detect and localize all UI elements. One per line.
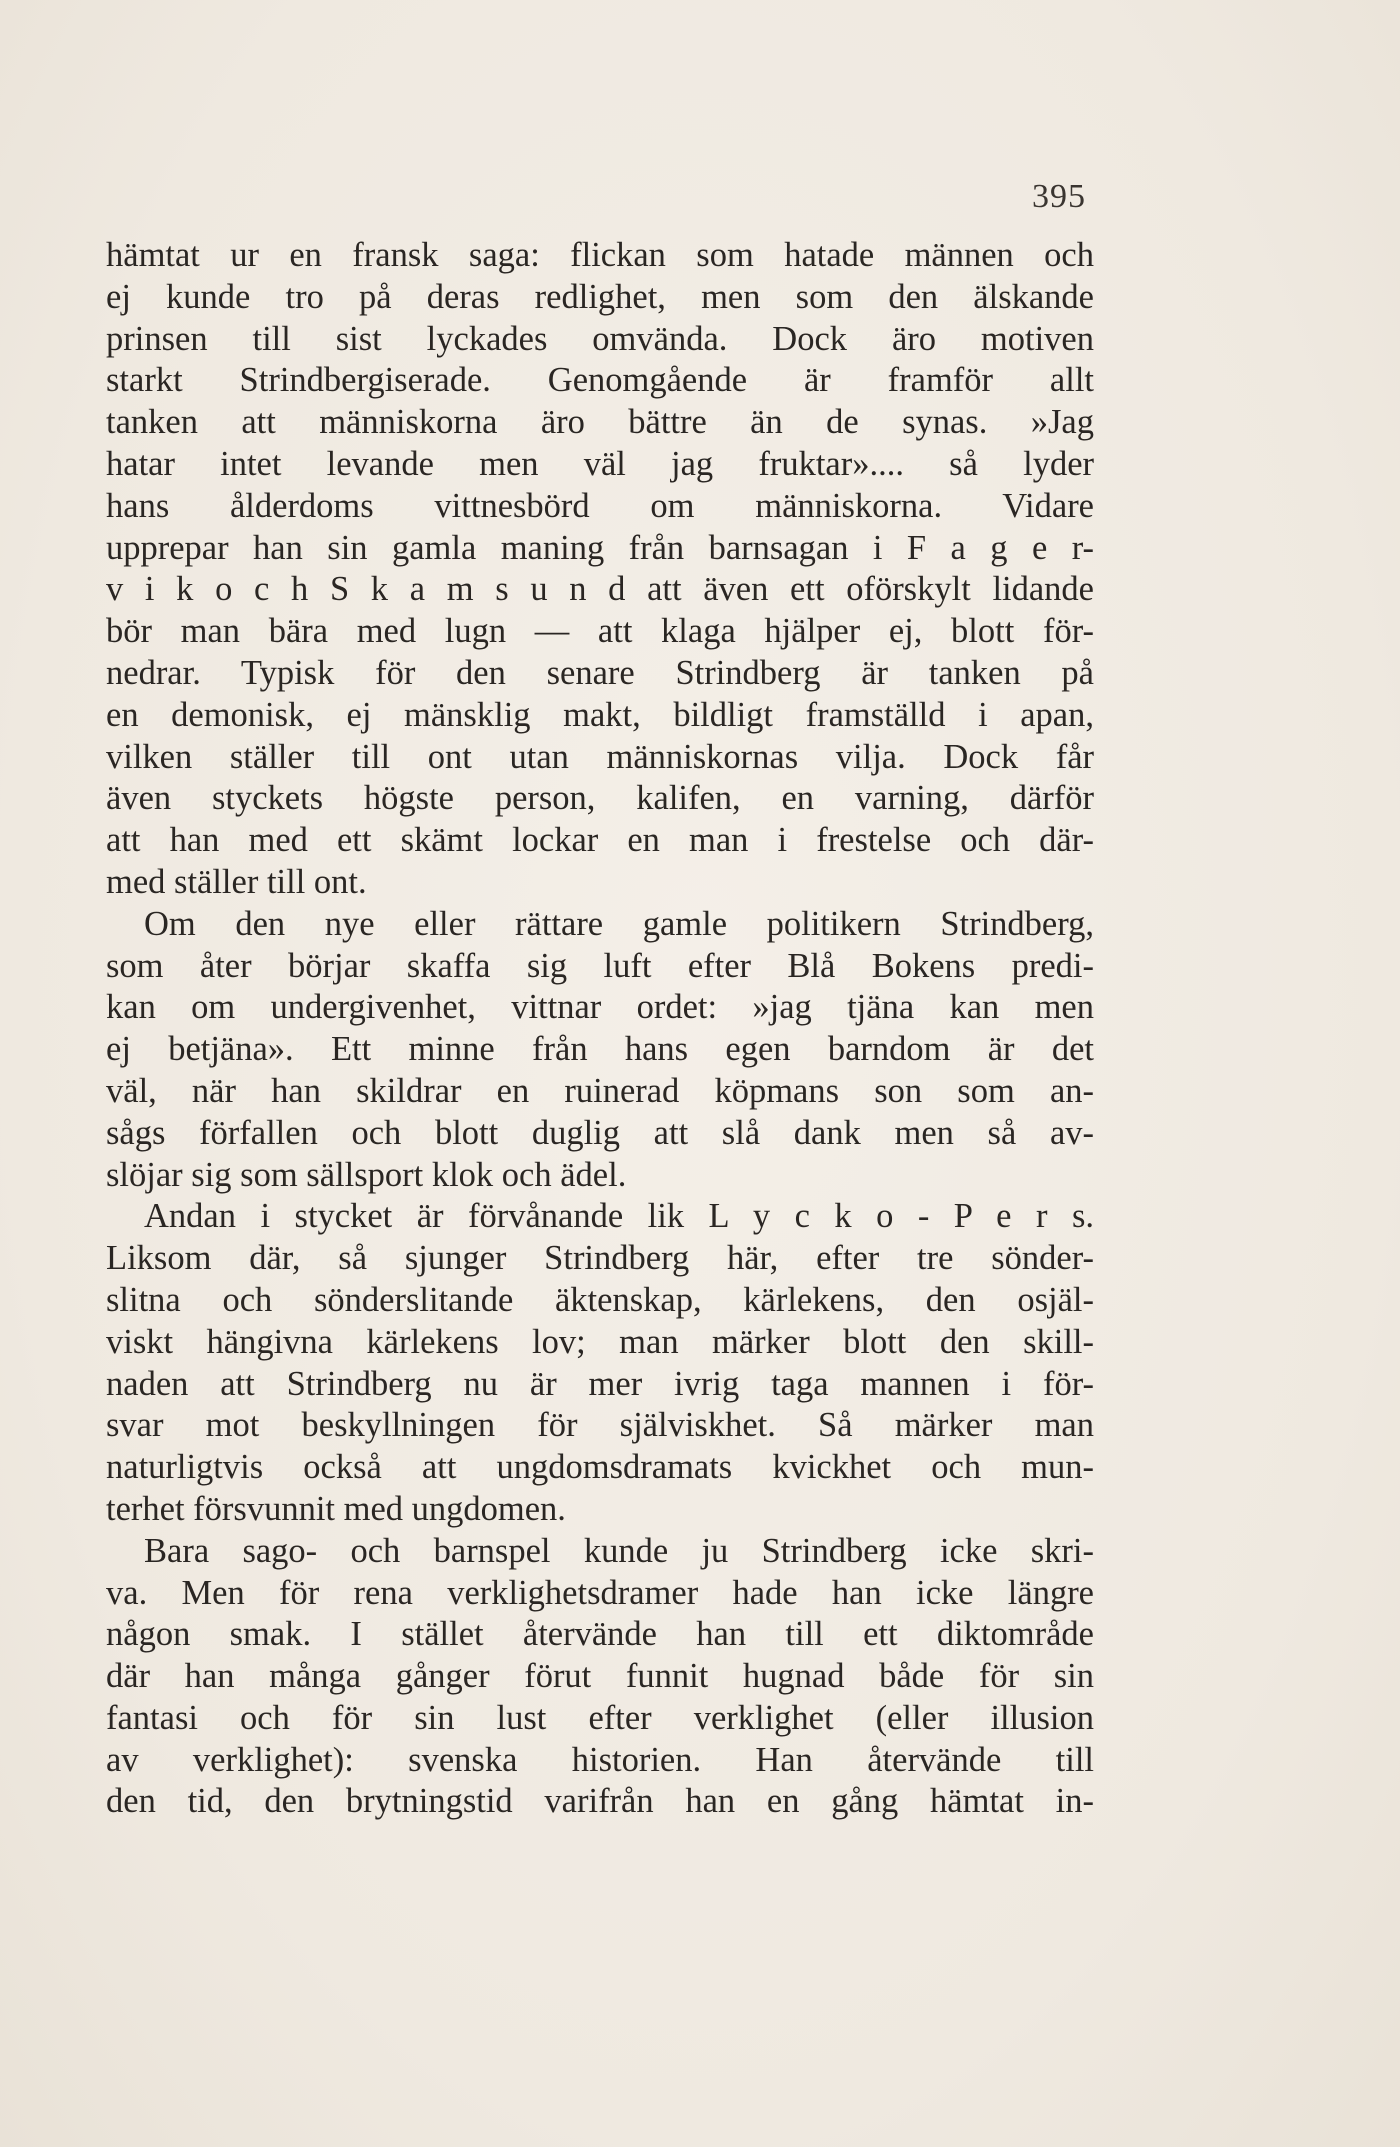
- text-line: terhet försvunnit med ungdomen.: [106, 1489, 566, 1528]
- text-line: hatar intet levande men väl jag fruktar».... så lyder: [106, 444, 1094, 483]
- text-line: tanken att människorna äro bättre än de synas. »Jag: [106, 403, 1094, 442]
- text-line: slitna och sönderslitande äktenskap, kärlekens, den osjäl-: [106, 1280, 1094, 1319]
- text-line: naturligtvis också att ungdomsdramats kvickhet och mun-: [106, 1448, 1094, 1487]
- text-line: ej kunde tro på deras redlighet, men som den älskande: [106, 277, 1094, 316]
- text-line: vilken ställer till ont utan människornas vilja. Dock får: [106, 737, 1094, 776]
- text-line: som åter börjar skaffa sig luft efter Blå Bokens predi-: [106, 946, 1094, 985]
- text-line: va. Men för rena verklighetsdramer hade han icke längre: [106, 1573, 1094, 1612]
- text-line: hämtat ur en fransk saga: flickan som hatade männen och: [106, 236, 1094, 274]
- text-line: även styckets högste person, kalifen, en varning, därför: [106, 779, 1094, 818]
- text-line: någon smak. I stället återvände han till ett diktområde: [106, 1615, 1094, 1654]
- text-line: sågs förfallen och blott duglig att slå dank men så av-: [106, 1113, 1094, 1152]
- text-line: att han med ett skämt lockar en man i frestelse och där-: [106, 821, 1094, 860]
- text-line: prinsen till sist lyckades omvända. Dock äro motiven: [106, 319, 1094, 358]
- text-line: Andan i stycket är förvånande lik L y c k o - P e r s.: [144, 1197, 1094, 1236]
- text-line: av verklighet): svenska historien. Han återvände till: [106, 1740, 1094, 1779]
- text-line: ej betjäna». Ett minne från hans egen barndom är det: [106, 1030, 1094, 1069]
- text-line: v i k o c h S k a m s u n d att även ett oförskylt lidande: [106, 570, 1094, 609]
- body-text: [106, 235, 1094, 1823]
- text-line: med ställer till ont.: [106, 862, 367, 901]
- text-line: Liksom där, så sjunger Strindberg här, efter tre sönder-: [106, 1239, 1094, 1278]
- text-line: svar mot beskyllningen för själviskhet. Så märker man: [106, 1406, 1094, 1445]
- text-line: fantasi och för sin lust efter verklighet (eller illusion: [106, 1698, 1094, 1737]
- text-line: nedrar. Typisk för den senare Strindberg är tanken på: [106, 653, 1094, 692]
- text-line: starkt Strindbergiserade. Genomgående är framför allt: [106, 361, 1094, 400]
- text-line: slöjar sig som sällsport klok och ädel.: [106, 1155, 627, 1194]
- text-line: där han många gånger förut funnit hugnad både för sin: [106, 1657, 1094, 1696]
- text-line: väl, när han skildrar en ruinerad köpmans son som an-: [106, 1071, 1094, 1110]
- text-line: Bara sago- och barnspel kunde ju Strindberg icke skri-: [144, 1531, 1094, 1570]
- text-line: bör man bära med lugn — att klaga hjälper ej, blott för-: [106, 612, 1094, 651]
- text-line: den tid, den brytningstid varifrån han en gång hämtat in-: [106, 1782, 1094, 1821]
- text-line: Om den nye eller rättare gamle politikern Strindberg,: [144, 904, 1094, 943]
- text-line: kan om undergivenhet, vittnar ordet: »jag tjäna kan men: [106, 988, 1094, 1027]
- text-line: upprepar han sin gamla maning från barnsagan i F a g e r-: [106, 528, 1094, 567]
- page-number: 395: [1032, 178, 1086, 215]
- text-line: en demonisk, ej mänsklig makt, bildligt framställd i apan,: [106, 695, 1094, 734]
- text-line: hans ålderdoms vittnesbörd om människorna. Vidare: [106, 486, 1094, 525]
- text-line: naden att Strindberg nu är mer ivrig taga mannen i för-: [106, 1364, 1094, 1403]
- text-line: viskt hängivna kärlekens lov; man märker blott den skill-: [106, 1322, 1094, 1361]
